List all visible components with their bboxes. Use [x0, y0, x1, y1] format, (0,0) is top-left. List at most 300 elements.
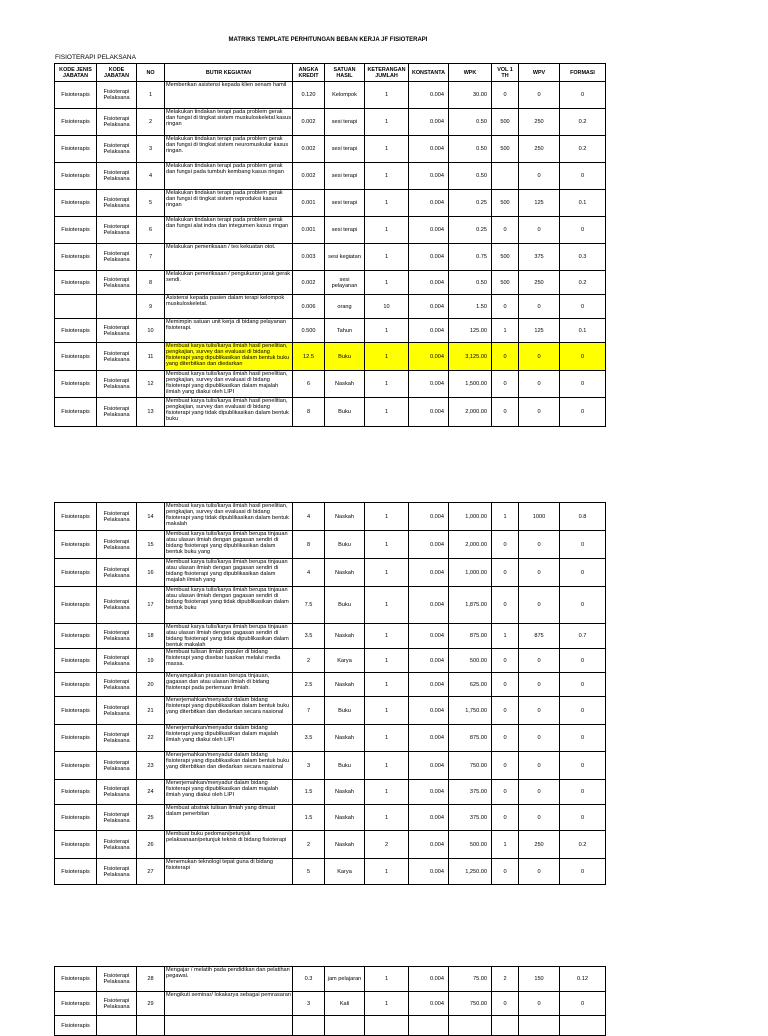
formasi-cell: 0: [560, 398, 606, 427]
table-row: [55, 992, 606, 1016]
table-row: [55, 559, 606, 587]
no-cell: 1: [137, 82, 165, 109]
formasi-cell: 0: [560, 587, 606, 624]
wpv-cell: 0: [519, 752, 560, 780]
wpk-cell: 3,125.00: [449, 343, 492, 371]
konstanta-cell: 0.004: [409, 859, 449, 885]
kode-jenis-jabatan-cell: Fisioterapis: [55, 624, 97, 649]
konstanta-cell: [409, 1016, 449, 1036]
jumlah-cell: 1: [365, 697, 409, 725]
no-cell: 16: [137, 559, 165, 587]
wpk-cell: 875.00: [449, 725, 492, 752]
column-header-konstanta: KONSTANTA: [409, 64, 449, 82]
satuan-hasil-cell: Naskah: [325, 503, 365, 531]
formasi-cell: 0: [560, 217, 606, 244]
column-header-wpv: WPV: [519, 64, 560, 82]
no-cell: 12: [137, 371, 165, 398]
konstanta-cell: 0.004: [409, 319, 449, 343]
vol-cell: 0: [492, 295, 519, 319]
angka-kredit-cell: 0.002: [293, 163, 325, 190]
wpk-cell: 75.00: [449, 967, 492, 992]
wpk-cell: 30.00: [449, 82, 492, 109]
angka-kredit-cell: 2.5: [293, 673, 325, 697]
formasi-cell: 0: [560, 559, 606, 587]
no-cell: 7: [137, 244, 165, 271]
butir-kegiatan-cell: Melakukan pemeriksaan / pengukuran jarak gerak sendi.: [165, 271, 293, 295]
vol-cell: 2: [492, 967, 519, 992]
konstanta-cell: 0.004: [409, 398, 449, 427]
butir-kegiatan-cell: Menerjemahkan/menyadur dalam bidang fisioterapi yang dipublikasikan dalam majalah ilmiah yang diakui oleh LIPI: [165, 780, 293, 805]
kode-jabatan-cell: Fisioterapi Pelaksana: [97, 217, 137, 244]
vol-cell: [492, 1016, 519, 1036]
table-row: [55, 271, 606, 295]
butir-kegiatan-cell: Menerjemahkan/menyadur dalam bidang fisioterapi yang dipublikasikan dalam bentuk buku yang diterbitkan dan diedarkan secara nasional: [165, 697, 293, 725]
jumlah-cell: 1: [365, 343, 409, 371]
wpk-cell: 1,750.00: [449, 697, 492, 725]
no-cell: 19: [137, 649, 165, 673]
butir-kegiatan-cell: Membuat buku pedoman/petunjuk pelaksanaan/petunjuk teknis di bidang fisioterapi: [165, 831, 293, 859]
wpk-cell: 375.00: [449, 805, 492, 831]
workload-table-3: [54, 966, 606, 1036]
formasi-cell: 0.1: [560, 190, 606, 217]
wpk-cell: 500.00: [449, 649, 492, 673]
wpv-cell: 250: [519, 136, 560, 163]
wpk-cell: 2,000.00: [449, 398, 492, 427]
table-row: [55, 752, 606, 780]
satuan-hasil-cell: jam pelajaran: [325, 967, 365, 992]
wpv-cell: 0: [519, 343, 560, 371]
kode-jabatan-cell: Fisioterapi Pelaksana: [97, 136, 137, 163]
kode-jabatan-cell: Fisioterapi Pelaksana: [97, 559, 137, 587]
satuan-hasil-cell: Naskah: [325, 831, 365, 859]
kode-jenis-jabatan-cell: Fisioterapis: [55, 859, 97, 885]
kode-jenis-jabatan-cell: Fisioterapis: [55, 587, 97, 624]
no-cell: 8: [137, 271, 165, 295]
table-row: [55, 697, 606, 725]
wpk-cell: 0.50: [449, 271, 492, 295]
formasi-cell: 0: [560, 649, 606, 673]
table-row: [55, 780, 606, 805]
butir-kegiatan-cell: Asistensi kepada pasien dalam terapi kelompok muskuloskeletal.: [165, 295, 293, 319]
no-cell: 23: [137, 752, 165, 780]
vol-cell: 0: [492, 343, 519, 371]
vol-cell: 500: [492, 244, 519, 271]
butir-kegiatan-cell: Membuat karya tulis/karya ilmiah berupa tinjauan atau ulasan ilmiah dengan gagasan sendiri di bidang fisioterapi yang tidak dipublikasikan dalam bentuk buku: [165, 587, 293, 624]
konstanta-cell: 0.004: [409, 163, 449, 190]
jumlah-cell: 1: [365, 673, 409, 697]
satuan-hasil-cell: Buku: [325, 587, 365, 624]
wpv-cell: 125: [519, 190, 560, 217]
formasi-cell: 0.7: [560, 624, 606, 649]
butir-kegiatan-cell: Membuat karya tulis/karya ilmiah hasil penelitian, pengkajian, survey dan evaluasi di bidang fisioterapi yang dipublikasikan dalam bentuk buku yang diterbitkan dan diedarkan: [165, 343, 293, 371]
butir-kegiatan-cell: Membuat karya tulis/karya ilmiah berupa tinjauan atau ulasan ilmiah dengan gagasan sendiri di bidang fisioterapi yang tidak dipublikasikan dalam bentuk makalah: [165, 624, 293, 649]
no-cell: 18: [137, 624, 165, 649]
column-header-vol-1th: VOL 1 TH: [492, 64, 519, 82]
vol-cell: 0: [492, 398, 519, 427]
wpk-cell: 0.75: [449, 244, 492, 271]
angka-kredit-cell: 0.3: [293, 967, 325, 992]
table-row: [55, 859, 606, 885]
kode-jenis-jabatan-cell: Fisioterapis: [55, 649, 97, 673]
kode-jenis-jabatan-cell: Fisioterapis: [55, 319, 97, 343]
no-cell: 14: [137, 503, 165, 531]
formasi-cell: 0.2: [560, 109, 606, 136]
wpv-cell: 250: [519, 831, 560, 859]
no-cell: 21: [137, 697, 165, 725]
wpk-cell: 1,000.00: [449, 559, 492, 587]
table-row: [55, 725, 606, 752]
konstanta-cell: 0.004: [409, 503, 449, 531]
satuan-hasil-cell: sesi kegiatan: [325, 244, 365, 271]
no-cell: 4: [137, 163, 165, 190]
wpv-cell: 0: [519, 805, 560, 831]
no-cell: [137, 1016, 165, 1036]
butir-kegiatan-cell: Membuat karya tulis/karya ilmiah hasil penelitian, pengkajian, survey dan evaluasi di bidang fisioterapi yang tidak dipublikasikan dalam bentuk buku: [165, 398, 293, 427]
kode-jabatan-cell: [97, 295, 137, 319]
kode-jabatan-cell: Fisioterapi Pelaksana: [97, 109, 137, 136]
formasi-cell: 0: [560, 697, 606, 725]
jumlah-cell: 1: [365, 319, 409, 343]
satuan-hasil-cell: Naskah: [325, 559, 365, 587]
angka-kredit-cell: 2: [293, 649, 325, 673]
formasi-cell: 0.2: [560, 271, 606, 295]
konstanta-cell: 0.004: [409, 831, 449, 859]
satuan-hasil-cell: Naskah: [325, 805, 365, 831]
kode-jenis-jabatan-cell: Fisioterapis: [55, 82, 97, 109]
column-header-no: NO: [137, 64, 165, 82]
kode-jabatan-cell: Fisioterapi Pelaksana: [97, 859, 137, 885]
vol-cell: 0: [492, 531, 519, 559]
konstanta-cell: 0.004: [409, 805, 449, 831]
angka-kredit-cell: 7: [293, 697, 325, 725]
jumlah-cell: 1: [365, 725, 409, 752]
no-cell: 29: [137, 992, 165, 1016]
butir-kegiatan-cell: Mengajar / melatih pada pendidikan dan pelatihan pegawai.: [165, 967, 293, 992]
table-row: [55, 343, 606, 371]
angka-kredit-cell: [293, 1016, 325, 1036]
angka-kredit-cell: 3: [293, 992, 325, 1016]
satuan-hasil-cell: [325, 1016, 365, 1036]
formasi-cell: 0: [560, 752, 606, 780]
konstanta-cell: 0.004: [409, 531, 449, 559]
konstanta-cell: 0.004: [409, 697, 449, 725]
angka-kredit-cell: 3.5: [293, 624, 325, 649]
wpk-cell: 625.00: [449, 673, 492, 697]
formasi-cell: 0: [560, 859, 606, 885]
formasi-cell: 0: [560, 163, 606, 190]
table-row: [55, 398, 606, 427]
konstanta-cell: 0.004: [409, 244, 449, 271]
jumlah-cell: 1: [365, 371, 409, 398]
formasi-cell: 0: [560, 343, 606, 371]
kode-jabatan-cell: Fisioterapi Pelaksana: [97, 190, 137, 217]
angka-kredit-cell: 0.002: [293, 271, 325, 295]
angka-kredit-cell: 4: [293, 503, 325, 531]
angka-kredit-cell: 0.001: [293, 217, 325, 244]
butir-kegiatan-cell: Membuat tulisan ilmiah populer di bidang fisioterapi yang disebar luaskan melalui media massa.: [165, 649, 293, 673]
no-cell: 28: [137, 967, 165, 992]
wpk-cell: 500.00: [449, 831, 492, 859]
wpk-cell: 0.50: [449, 136, 492, 163]
jumlah-cell: 1: [365, 805, 409, 831]
wpv-cell: 0: [519, 217, 560, 244]
vol-cell: 1: [492, 319, 519, 343]
wpk-cell: 375.00: [449, 780, 492, 805]
jumlah-cell: 1: [365, 587, 409, 624]
angka-kredit-cell: 12.5: [293, 343, 325, 371]
kode-jenis-jabatan-cell: Fisioterapis: [55, 725, 97, 752]
table-row: [55, 136, 606, 163]
vol-cell: 500: [492, 271, 519, 295]
column-header-wpk: WPK: [449, 64, 492, 82]
konstanta-cell: 0.004: [409, 343, 449, 371]
wpv-cell: 125: [519, 319, 560, 343]
vol-cell: 1: [492, 831, 519, 859]
kode-jabatan-cell: Fisioterapi Pelaksana: [97, 992, 137, 1016]
jumlah-cell: 1: [365, 649, 409, 673]
wpk-cell: 1,500.00: [449, 371, 492, 398]
vol-cell: 0: [492, 587, 519, 624]
wpk-cell: 750.00: [449, 992, 492, 1016]
angka-kredit-cell: 0.120: [293, 82, 325, 109]
wpv-cell: 250: [519, 109, 560, 136]
wpv-cell: 0: [519, 531, 560, 559]
satuan-hasil-cell: sesi pelayanan: [325, 271, 365, 295]
no-cell: 25: [137, 805, 165, 831]
formasi-cell: 0: [560, 673, 606, 697]
wpk-cell: 2,000.00: [449, 531, 492, 559]
formasi-cell: 0.12: [560, 967, 606, 992]
satuan-hasil-cell: sesi terapi: [325, 109, 365, 136]
kode-jabatan-cell: Fisioterapi Pelaksana: [97, 780, 137, 805]
no-cell: 9: [137, 295, 165, 319]
satuan-hasil-cell: Naskah: [325, 371, 365, 398]
kode-jabatan-cell: Fisioterapi Pelaksana: [97, 319, 137, 343]
wpv-cell: 0: [519, 697, 560, 725]
angka-kredit-cell: 3: [293, 752, 325, 780]
satuan-hasil-cell: Naskah: [325, 780, 365, 805]
wpk-cell: [449, 1016, 492, 1036]
kode-jabatan-cell: Fisioterapi Pelaksana: [97, 673, 137, 697]
butir-kegiatan-cell: Menyampaikan prasaran berupa tinjauan, gagasan dan atau ulasan ilmiah di bidang fisioterapi pada pertemuan ilmiah.: [165, 673, 293, 697]
wpv-cell: 250: [519, 271, 560, 295]
butir-kegiatan-cell: Melakukan tindakan terapi pada problem gerak dan fungsi pada tumbuh kembang kasus ringan: [165, 163, 293, 190]
column-header-keterangan-jumlah: KETERANGAN JUMLAH: [365, 64, 409, 82]
kode-jabatan-cell: Fisioterapi Pelaksana: [97, 82, 137, 109]
wpv-cell: 875: [519, 624, 560, 649]
kode-jabatan-cell: Fisioterapi Pelaksana: [97, 503, 137, 531]
vol-cell: 0: [492, 780, 519, 805]
jumlah-cell: 1: [365, 967, 409, 992]
kode-jenis-jabatan-cell: Fisioterapis: [55, 1016, 97, 1036]
angka-kredit-cell: 0.006: [293, 295, 325, 319]
butir-kegiatan-cell: [165, 1016, 293, 1036]
kode-jenis-jabatan-cell: Fisioterapis: [55, 752, 97, 780]
wpk-cell: 875.00: [449, 624, 492, 649]
no-cell: 22: [137, 725, 165, 752]
vol-cell: 0: [492, 697, 519, 725]
vol-cell: 0: [492, 859, 519, 885]
butir-kegiatan-cell: Membuat karya tulis/karya ilmiah hasil penelitian, pengkajian, survey dan evaluasi di bidang fisioterapi yang tidak dipublikasikan dalam bentuk makalah: [165, 503, 293, 531]
angka-kredit-cell: 8: [293, 531, 325, 559]
wpv-cell: 0: [519, 587, 560, 624]
vol-cell: 0: [492, 992, 519, 1016]
satuan-hasil-cell: sesi terapi: [325, 136, 365, 163]
column-header-kode-jenis-jabatan: KODE JENIS JABATAN: [55, 64, 97, 82]
kode-jenis-jabatan-cell: Fisioterapis: [55, 271, 97, 295]
angka-kredit-cell: 6: [293, 371, 325, 398]
kode-jenis-jabatan-cell: Fisioterapis: [55, 244, 97, 271]
satuan-hasil-cell: sesi terapi: [325, 217, 365, 244]
satuan-hasil-cell: Karya: [325, 649, 365, 673]
satuan-hasil-cell: orang: [325, 295, 365, 319]
konstanta-cell: 0.004: [409, 967, 449, 992]
jumlah-cell: 1: [365, 163, 409, 190]
table-row: [55, 82, 606, 109]
vol-cell: 1: [492, 624, 519, 649]
konstanta-cell: 0.004: [409, 271, 449, 295]
wpk-cell: 0.50: [449, 163, 492, 190]
angka-kredit-cell: 8: [293, 398, 325, 427]
butir-kegiatan-cell: Melakukan tindakan terapi pada problem gerak dan fungsi alat indra dan integumen kasus ringan: [165, 217, 293, 244]
jumlah-cell: 1: [365, 244, 409, 271]
kode-jabatan-cell: Fisioterapi Pelaksana: [97, 343, 137, 371]
kode-jenis-jabatan-cell: Fisioterapis: [55, 992, 97, 1016]
kode-jenis-jabatan-cell: Fisioterapis: [55, 371, 97, 398]
wpv-cell: 0: [519, 559, 560, 587]
jumlah-cell: 1: [365, 531, 409, 559]
no-cell: 24: [137, 780, 165, 805]
wpk-cell: 1.50: [449, 295, 492, 319]
angka-kredit-cell: 7.5: [293, 587, 325, 624]
butir-kegiatan-cell: Melakukan tindakan terapi pada problem gerak dan fungsi di tingkat sistem muskuloskeletal kasus ringan: [165, 109, 293, 136]
kode-jenis-jabatan-cell: Fisioterapis: [55, 503, 97, 531]
angka-kredit-cell: 0.002: [293, 136, 325, 163]
satuan-hasil-cell: Naskah: [325, 725, 365, 752]
section-label: FISIOTERAPI PELAKSANA: [55, 54, 136, 61]
column-header-kode-jabatan: KODE JABATAN: [97, 64, 137, 82]
kode-jabatan-cell: Fisioterapi Pelaksana: [97, 531, 137, 559]
formasi-cell: 0.1: [560, 319, 606, 343]
document-title: MATRIKS TEMPLATE PERHITUNGAN BEBAN KERJA JF FISIOTERAPI: [228, 37, 428, 43]
wpv-cell: 0: [519, 673, 560, 697]
table-row: [55, 190, 606, 217]
wpv-cell: [519, 1016, 560, 1036]
table-row: [55, 371, 606, 398]
wpk-cell: 1,875.00: [449, 587, 492, 624]
vol-cell: 0: [492, 217, 519, 244]
table-row: [55, 163, 606, 190]
vol-cell: 500: [492, 190, 519, 217]
kode-jenis-jabatan-cell: Fisioterapis: [55, 217, 97, 244]
satuan-hasil-cell: Buku: [325, 697, 365, 725]
butir-kegiatan-cell: Membuat karya tulis/karya ilmiah hasil penelitian, pengkajian, survey dan evaluasi di bidang fisioterapi yang dipublikasikan dalam majalah ilmiah yang diakui oleh LIPI: [165, 371, 293, 398]
satuan-hasil-cell: Naskah: [325, 673, 365, 697]
formasi-cell: 0: [560, 805, 606, 831]
table-row: [55, 295, 606, 319]
angka-kredit-cell: 5: [293, 859, 325, 885]
konstanta-cell: 0.004: [409, 371, 449, 398]
table-row: [55, 109, 606, 136]
jumlah-cell: 1: [365, 752, 409, 780]
butir-kegiatan-cell: Membuat karya tulis/karya ilmiah berupa tinjauan atau ulasan ilmiah dengan gagasan sendiri di bidang fisioterapi yang dipublikasikan dalam majalah ilmiah yang: [165, 559, 293, 587]
vol-cell: [492, 163, 519, 190]
kode-jenis-jabatan-cell: Fisioterapis: [55, 559, 97, 587]
workload-table-1: [54, 63, 606, 427]
kode-jabatan-cell: Fisioterapi Pelaksana: [97, 725, 137, 752]
butir-kegiatan-cell: Menemukan teknologi tepat guna di bidang fisioterapi: [165, 859, 293, 885]
no-cell: 5: [137, 190, 165, 217]
table-row: [55, 503, 606, 531]
table-row: [55, 244, 606, 271]
jumlah-cell: 2: [365, 831, 409, 859]
no-cell: 10: [137, 319, 165, 343]
angka-kredit-cell: 0.002: [293, 109, 325, 136]
wpk-cell: 0.25: [449, 217, 492, 244]
table-row: [55, 805, 606, 831]
no-cell: 17: [137, 587, 165, 624]
butir-kegiatan-cell: Melakukan tindakan terapi pada problem gerak dan fungsi di tingkat sistem reproduksi kasus ringan: [165, 190, 293, 217]
butir-kegiatan-cell: Melakukan tindakan terapi pada problem gerak dan fungsi di tingkat sistem neuromuskular kasus ringan.: [165, 136, 293, 163]
vol-cell: 0: [492, 559, 519, 587]
jumlah-cell: 1: [365, 190, 409, 217]
kode-jabatan-cell: Fisioterapi Pelaksana: [97, 371, 137, 398]
formasi-cell: 0.8: [560, 503, 606, 531]
satuan-hasil-cell: Karya: [325, 859, 365, 885]
formasi-cell: 0: [560, 531, 606, 559]
kode-jenis-jabatan-cell: Fisioterapis: [55, 531, 97, 559]
wpk-cell: 1,250.00: [449, 859, 492, 885]
kode-jenis-jabatan-cell: [55, 295, 97, 319]
kode-jabatan-cell: Fisioterapi Pelaksana: [97, 697, 137, 725]
wpv-cell: 1000: [519, 503, 560, 531]
formasi-cell: 0: [560, 371, 606, 398]
kode-jenis-jabatan-cell: Fisioterapis: [55, 673, 97, 697]
column-header-satuan-hasil: SATUAN HASIL: [325, 64, 365, 82]
formasi-cell: 0: [560, 780, 606, 805]
butir-kegiatan-cell: Memberikan asistensi kepada klien senam hamil: [165, 82, 293, 109]
formasi-cell: 0.3: [560, 244, 606, 271]
konstanta-cell: 0.004: [409, 624, 449, 649]
kode-jabatan-cell: Fisioterapi Pelaksana: [97, 752, 137, 780]
no-cell: 26: [137, 831, 165, 859]
kode-jenis-jabatan-cell: Fisioterapis: [55, 190, 97, 217]
konstanta-cell: 0.004: [409, 109, 449, 136]
konstanta-cell: 0.004: [409, 82, 449, 109]
kode-jabatan-cell: Fisioterapi Pelaksana: [97, 587, 137, 624]
no-cell: 27: [137, 859, 165, 885]
konstanta-cell: 0.004: [409, 780, 449, 805]
angka-kredit-cell: 3.5: [293, 725, 325, 752]
butir-kegiatan-cell: Mengikuti seminar/ lokakarya sebagai pemrasaran: [165, 992, 293, 1016]
jumlah-cell: 1: [365, 624, 409, 649]
satuan-hasil-cell: Buku: [325, 343, 365, 371]
konstanta-cell: 0.004: [409, 649, 449, 673]
angka-kredit-cell: 2: [293, 831, 325, 859]
vol-cell: 0: [492, 82, 519, 109]
satuan-hasil-cell: Buku: [325, 531, 365, 559]
konstanta-cell: 0.004: [409, 725, 449, 752]
kode-jenis-jabatan-cell: Fisioterapis: [55, 163, 97, 190]
konstanta-cell: 0.004: [409, 295, 449, 319]
vol-cell: 0: [492, 752, 519, 780]
butir-kegiatan-cell: Memimpin satuan unit kerja di bidang pelayanan fisioterapi.: [165, 319, 293, 343]
table-row: [55, 967, 606, 992]
wpv-cell: 375: [519, 244, 560, 271]
satuan-hasil-cell: Buku: [325, 398, 365, 427]
satuan-hasil-cell: sesi terapi: [325, 190, 365, 217]
table-row: [55, 624, 606, 649]
